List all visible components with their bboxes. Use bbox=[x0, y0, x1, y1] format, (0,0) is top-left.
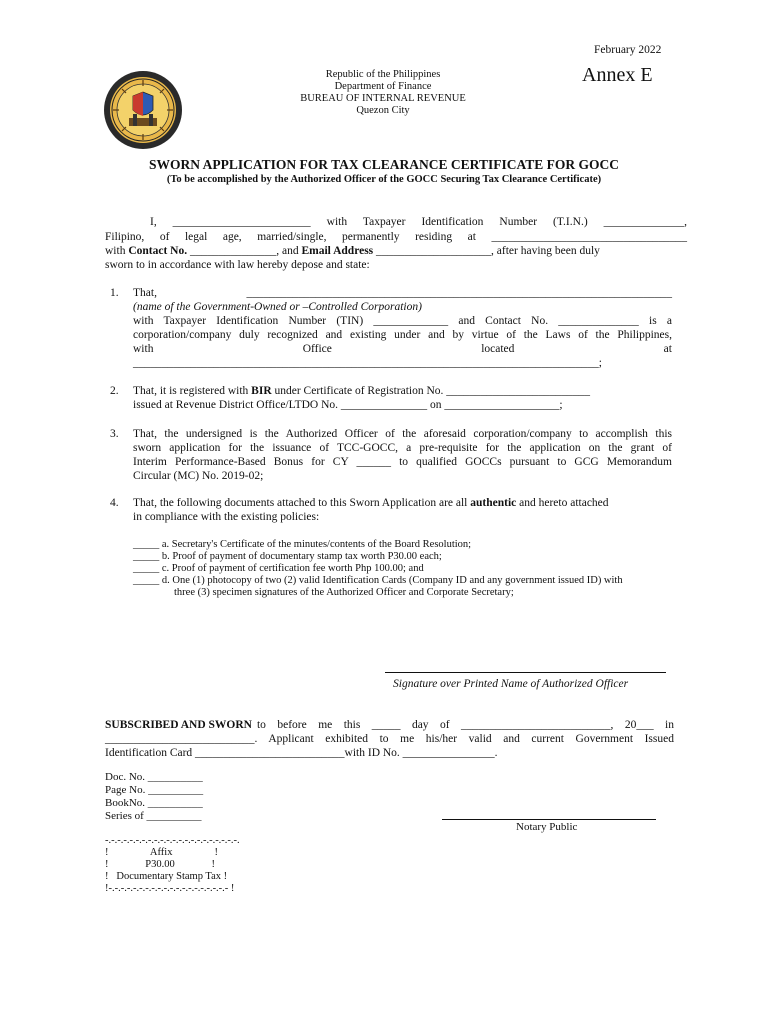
agency-line: BUREAU OF INTERNAL REVENUE bbox=[300, 93, 466, 104]
contact-no-label: Contact No. bbox=[128, 245, 188, 257]
page-no-field[interactable]: Page No. __________ bbox=[105, 784, 204, 796]
word: Office bbox=[302, 343, 332, 355]
item4-line bbox=[133, 496, 672, 510]
agency-line: Quezon City bbox=[356, 105, 410, 116]
item1-line: with Taxpayer Identification Number (TIN) _____________ and Contact No. ______________ is a bbox=[133, 315, 672, 327]
bir-label: BIR bbox=[251, 385, 272, 397]
intro-line: I, ________________________ with Taxpayer Identification Number (T.I.N.) ______________, bbox=[150, 216, 687, 228]
item2-line: issued at Revenue District Office/LTDO No. _______________ on ____________________; bbox=[133, 399, 563, 411]
checklist-item[interactable]: _____ b. Proof of payment of documentary stamp tax worth P30.00 each; bbox=[133, 551, 442, 562]
intro-line: Filipino, of legal age, married/single, permanently residing at __________________________________ bbox=[105, 231, 687, 243]
item4-line: in compliance with the existing policies: bbox=[133, 511, 320, 523]
text: and hereto attached bbox=[519, 497, 609, 509]
document-checklist bbox=[133, 539, 623, 599]
item3-line: That, the undersigned is the Authorized Officer of the aforesaid corporation/company to accomplish this bbox=[133, 428, 672, 440]
item1-line: _________________________________________________________________________________; bbox=[133, 357, 602, 369]
text: under Certificate of Registration No. _________________________ bbox=[274, 385, 591, 397]
form-title: SWORN APPLICATION FOR TAX CLEARANCE CERTIFICATE FOR GOCC bbox=[149, 157, 619, 172]
text: _______________, and bbox=[189, 245, 299, 257]
agency-line: Republic of the Philippines bbox=[325, 69, 441, 80]
authentic-label: authentic bbox=[470, 497, 517, 509]
agency-line: Department of Finance bbox=[334, 81, 432, 92]
item1-line: That, __________________________________________________________________________ bbox=[133, 287, 672, 299]
email-address-label: Email Address bbox=[301, 245, 374, 257]
word: located bbox=[481, 343, 515, 355]
stamp-border: !-.-.-.-.-.-.-.-.-.-.-.-.-.-.-.-.-.-.-.- ! bbox=[105, 883, 235, 894]
item1-office-line bbox=[133, 342, 672, 356]
signature-line[interactable] bbox=[385, 672, 666, 673]
intro-contact-line bbox=[105, 244, 687, 258]
item3-line: sworn application for the issuance of TCC-GOCC, a pre-requisite for the application on the grant of bbox=[133, 442, 672, 454]
checklist-item[interactable]: _____ c. Proof of payment of certification fee worth Php 100.00; and bbox=[133, 563, 424, 574]
item2-line bbox=[133, 384, 672, 398]
notary-register-fields bbox=[105, 771, 203, 823]
text: with bbox=[105, 245, 126, 257]
text: That, the following documents attached to this Sworn Application are all bbox=[133, 497, 468, 509]
agency-block bbox=[268, 69, 498, 117]
stamp-line: ! P30.00 ! bbox=[105, 859, 215, 870]
word: at bbox=[663, 343, 672, 355]
item-number: 2. bbox=[110, 385, 119, 397]
word: with bbox=[133, 343, 154, 355]
signature-label: Signature over Printed Name of Authorized Officer bbox=[393, 678, 629, 690]
item-number: 3. bbox=[110, 428, 119, 440]
text: ____________________, after having been duly bbox=[376, 245, 600, 257]
checklist-item[interactable]: _____ d. One (1) photocopy of two (2) valid Identification Cards (Company ID and any government issued ID) with bbox=[133, 575, 623, 586]
bir-seal-logo bbox=[103, 70, 183, 150]
annex-label: Annex E bbox=[582, 64, 653, 86]
series-of-field[interactable]: Series of __________ bbox=[105, 810, 202, 822]
document-date: February 2022 bbox=[594, 44, 662, 56]
book-no-field[interactable]: BookNo. __________ bbox=[105, 797, 203, 809]
jurat-line: __________________________. Applicant exhibited to me his/her valid and current Government Issued bbox=[105, 733, 674, 745]
checklist-item[interactable]: _____ a. Secretary's Certificate of the minutes/contents of the Board Resolution; bbox=[133, 539, 472, 550]
jurat-line: Identification Card __________________________with ID No. ________________. bbox=[105, 747, 498, 759]
item-number: 4. bbox=[110, 497, 119, 509]
item-number: 1. bbox=[110, 287, 119, 299]
form-subtitle: (To be accomplished by the Authorized Officer of the GOCC Securing Tax Clearance Certificate) bbox=[166, 174, 602, 185]
jurat-line bbox=[105, 718, 674, 732]
notary-public-label: Notary Public bbox=[516, 821, 578, 833]
intro-line: sworn to in accordance with law hereby depose and state: bbox=[105, 259, 370, 271]
text: to before me this _____ day of __________________________, 20___ in bbox=[256, 719, 674, 731]
documentary-stamp-box bbox=[105, 835, 240, 895]
doc-no-field[interactable]: Doc. No. __________ bbox=[105, 771, 203, 783]
text: That, it is registered with bbox=[133, 385, 249, 397]
checklist-item-continuation: three (3) specimen signatures of the Authorized Officer and Corporate Secretary; bbox=[174, 587, 514, 598]
item3-line: Circular (MC) No. 2019-02; bbox=[133, 470, 264, 482]
stamp-line: ! Affix ! bbox=[105, 847, 218, 858]
subscribed-sworn-label: SUBSCRIBED AND SWORN bbox=[105, 719, 252, 731]
item1-gocc-name-caption: (name of the Government-Owned or –Controlled Corporation) bbox=[133, 301, 422, 313]
item3-line: Interim Performance-Based Bonus for CY ______ to qualified GOCCs pursuant to GCG Memorandum bbox=[133, 456, 672, 468]
item1-line: corporation/company duly recognized and existing under and by virtue of the Laws of the Philippines, bbox=[133, 329, 672, 341]
stamp-border: -.-.-.-.-.-.-.-.-.-.-.-.-.-.-.-.-.-.-.-.-.-. bbox=[105, 835, 240, 846]
stamp-line: ! Documentary Stamp Tax ! bbox=[105, 871, 228, 882]
